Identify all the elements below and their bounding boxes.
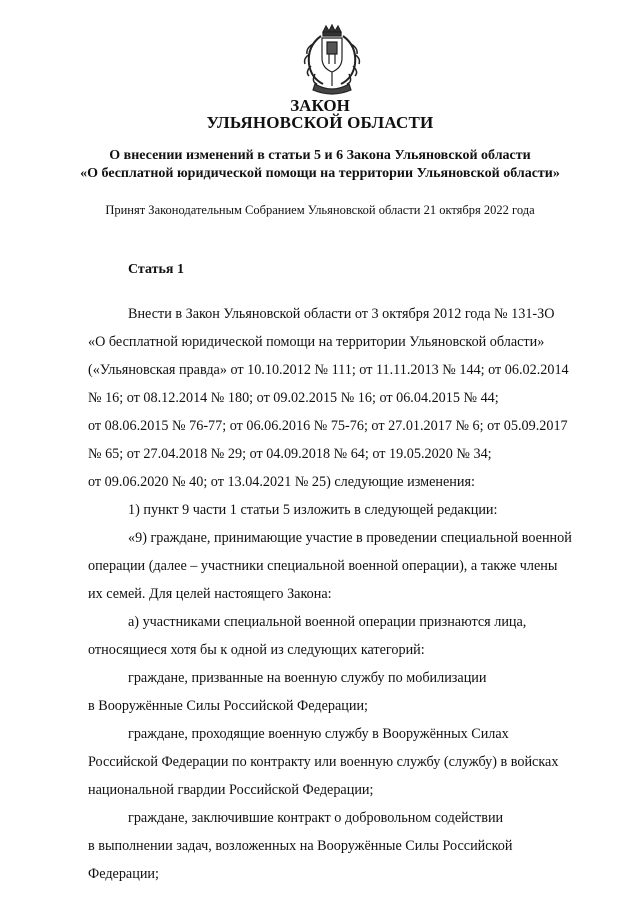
body-line: «9) граждане, принимающие участие в проведении специальной военной [128, 530, 572, 546]
body-line: в выполнении задач, возложенных на Вооружённые Силы Российской [88, 838, 513, 854]
body-line: от 09.06.2020 № 40; от 13.04.2021 № 25) следующие изменения: [88, 474, 475, 490]
body-line: граждане, проходящие военную службу в Вооружённых Силах [128, 726, 509, 742]
body-line: операции (далее – участники специальной военной операции), а также члены [88, 558, 558, 574]
body-line: «О бесплатной юридической помощи на территории Ульяновской области» [88, 334, 545, 350]
law-subtitle-line-2: «О бесплатной юридической помощи на территории Ульяновской области» [80, 166, 560, 181]
coat-of-arms-icon [301, 24, 363, 98]
law-region-title: УЛЬЯНОВСКОЙ ОБЛАСТИ [206, 113, 434, 132]
body-line: 1) пункт 9 части 1 статьи 5 изложить в следующей редакции: [128, 502, 498, 518]
body-line: от 08.06.2015 № 76-77; от 06.06.2016 № 75-76; от 27.01.2017 № 6; от 05.09.2017 [88, 418, 568, 434]
law-subtitle-line-1: О внесении изменений в статьи 5 и 6 Закона Ульяновской области [109, 148, 531, 163]
body-line: их семей. Для целей настоящего Закона: [88, 586, 332, 602]
article-body [88, 300, 608, 888]
article-heading: Статья 1 [128, 262, 184, 277]
body-line: Внести в Закон Ульяновской области от 3 октября 2012 года № 131-ЗО [128, 306, 555, 322]
body-line: Федерации; [88, 866, 159, 882]
body-line: национальной гвардии Российской Федерации; [88, 782, 374, 798]
body-line: граждане, заключившие контракт о добровольном содействии [128, 810, 504, 826]
body-line: Российской Федерации по контракту или военную службу (службу) в войсках [88, 754, 559, 770]
body-line: № 16; от 08.12.2014 № 180; от 09.02.2015 № 16; от 06.04.2015 № 44; [88, 390, 499, 406]
body-line: в Вооружённые Силы Российской Федерации; [88, 698, 368, 714]
body-line: относящиеся хотя бы к одной из следующих категорий: [88, 642, 425, 658]
adoption-statement: Принят Законодательным Собранием Ульяновской области 21 октября 2022 года [105, 203, 535, 217]
body-line: («Ульяновская правда» от 10.10.2012 № 111; от 11.11.2013 № 144; от 06.02.2014 [88, 362, 569, 378]
law-title: ЗАКОН [290, 96, 350, 115]
body-line: граждане, призванные на военную службу по мобилизации [128, 670, 487, 686]
body-line: № 65; от 27.04.2018 № 29; от 04.09.2018 № 64; от 19.05.2020 № 34; [88, 446, 492, 462]
body-line: а) участниками специальной военной операции признаются лица, [128, 614, 527, 630]
